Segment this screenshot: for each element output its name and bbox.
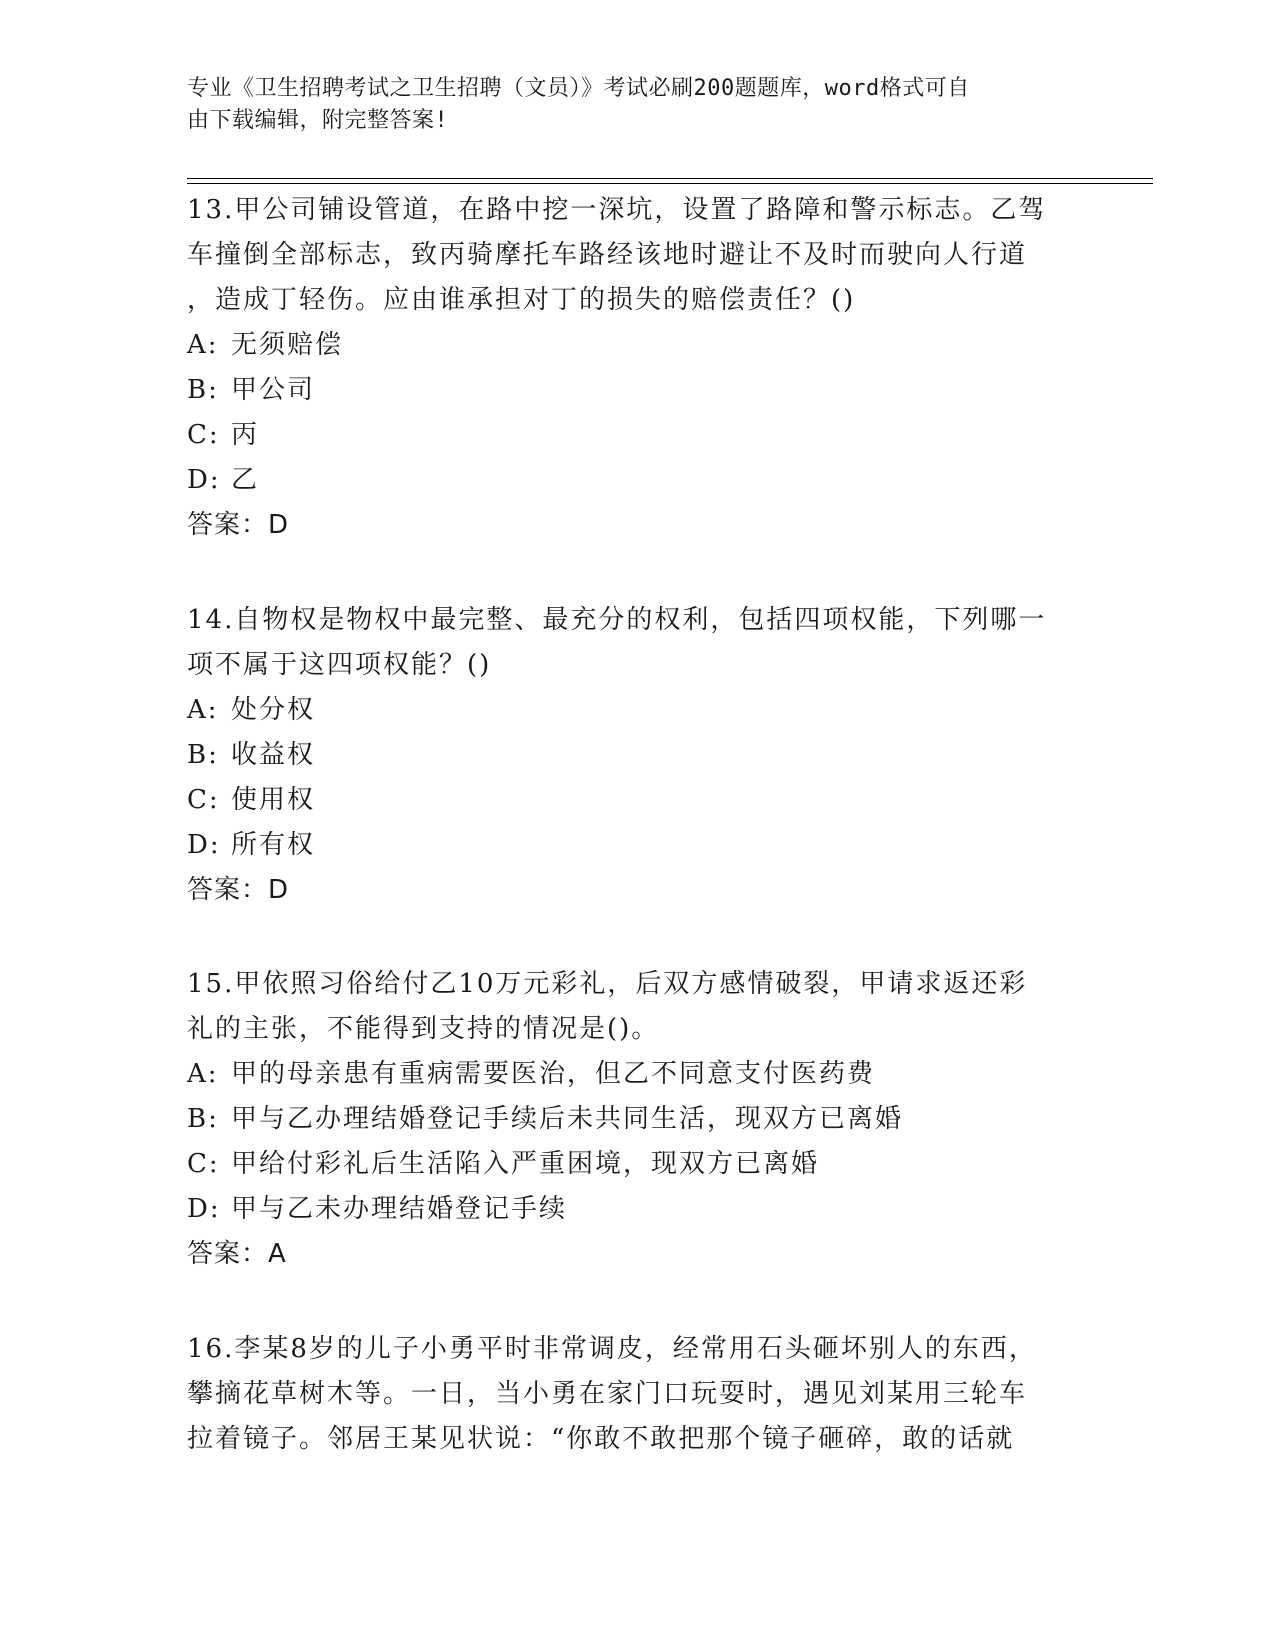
option-text: 甲公司: [231, 375, 316, 405]
option-a: [187, 688, 1087, 733]
question-line: 攀摘花草树木等。一日，当小勇在家门口玩耍时，遇见刘某用三轮车: [187, 1379, 1028, 1409]
question-line: 礼的主张，不能得到支持的情况是()。: [187, 1014, 660, 1044]
option-letter: C:: [187, 1149, 220, 1179]
option-letter: D:: [187, 830, 221, 860]
option-b: [187, 733, 1087, 778]
header-line-2: 由下载编辑，附完整答案!: [187, 108, 449, 133]
answer-line: 答案：A: [187, 1239, 287, 1269]
question-line: 项不属于这四项权能？(): [187, 650, 492, 680]
option-text: 甲给付彩礼后生活陷入严重困境，现双方已离婚: [231, 1149, 820, 1179]
option-letter: A:: [187, 1059, 219, 1089]
option-a: [187, 323, 1087, 368]
option-c: [187, 413, 1087, 458]
question-line: 13.甲公司铺设管道，在路中挖一深坑，设置了路障和警示标志。乙驾: [187, 195, 1047, 225]
question-15: [187, 962, 1087, 1277]
document-header: [187, 73, 1067, 137]
question-line: 拉着镜子。邻居王某见状说：“你敢不敢把那个镜子砸碎，敢的话就: [187, 1424, 1015, 1454]
option-c: [187, 1142, 1087, 1187]
question-16: [187, 1327, 1087, 1462]
option-text: 丙: [231, 420, 260, 450]
option-text: 所有权: [231, 830, 316, 860]
option-letter: A:: [187, 695, 219, 725]
question-line: ，造成丁轻伤。应由谁承担对丁的损失的赔偿责任？(): [187, 285, 856, 315]
question-line: 16.李某8岁的儿子小勇平时非常调皮，经常用石头砸坏别人的东西，: [187, 1334, 1037, 1364]
option-text: 无须赔偿: [231, 330, 344, 360]
question-13: [187, 188, 1087, 548]
option-text: 使用权: [231, 785, 316, 815]
option-text: 甲与乙办理结婚登记手续后未共同生活，现双方已离婚: [231, 1104, 904, 1134]
option-text: 收益权: [231, 740, 316, 770]
option-letter: D:: [187, 465, 221, 495]
question-line: 车撞倒全部标志，致丙骑摩托车路经该地时避让不及时而驶向人行道: [187, 240, 1028, 270]
option-text: 甲与乙未办理结婚登记手续: [231, 1194, 568, 1224]
header-divider-top: [187, 178, 1153, 179]
option-letter: D:: [187, 1194, 221, 1224]
option-b: [187, 1097, 1087, 1142]
question-14: [187, 598, 1087, 913]
option-text: 甲的母亲患有重病需要医治，但乙不同意支付医药费: [231, 1059, 876, 1089]
option-d: [187, 823, 1087, 868]
option-letter: B:: [187, 1104, 219, 1134]
question-line: 15.甲依照习俗给付乙10万元彩礼，后双方感情破裂，甲请求返还彩: [187, 969, 1028, 999]
question-line: 14.自物权是物权中最完整、最充分的权利，包括四项权能，下列哪一: [187, 605, 1047, 635]
option-text: 乙: [231, 465, 260, 495]
option-c: [187, 778, 1087, 823]
option-letter: C:: [187, 420, 220, 450]
option-letter: C:: [187, 785, 220, 815]
option-d: [187, 458, 1087, 503]
header-divider-bottom: [187, 183, 1153, 184]
option-letter: A:: [187, 330, 219, 360]
option-a: [187, 1052, 1087, 1097]
option-text: 处分权: [231, 695, 316, 725]
answer-line: 答案：D: [187, 875, 290, 905]
option-letter: B:: [187, 375, 219, 405]
answer-line: 答案：D: [187, 510, 290, 540]
header-line-1: 专业《卫生招聘考试之卫生招聘（文员）》考试必刷200题题库，word格式可自: [187, 76, 970, 101]
option-letter: B:: [187, 740, 219, 770]
option-d: [187, 1187, 1087, 1232]
option-b: [187, 368, 1087, 413]
